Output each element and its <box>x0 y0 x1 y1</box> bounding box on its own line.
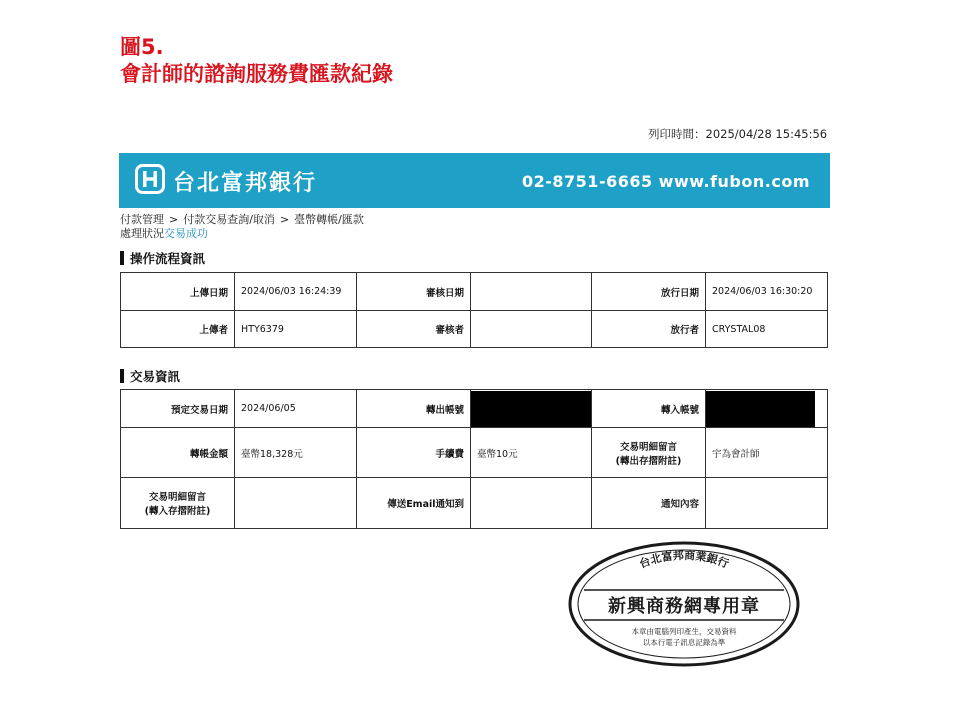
credit-memo-label <box>121 478 235 529</box>
credit-account-value <box>706 390 828 428</box>
scheduled-date-label: 預定交易日期 <box>121 390 235 428</box>
scheduled-date-value: 2024/06/05 <box>235 390 357 428</box>
upload-date-label: 上傳日期 <box>121 273 235 311</box>
figure-caption: 會計師的諮詢服務費匯款紀錄 <box>120 62 393 86</box>
credit-memo-value <box>235 478 357 529</box>
uploader-value: HTY6379 <box>235 311 357 348</box>
figure-title <box>120 34 393 88</box>
credit-memo-label-line1: 交易明細留言 <box>148 492 206 503</box>
email-notify-value <box>471 478 592 529</box>
upload-date-value: 2024/06/03 16:24:39 <box>235 273 357 311</box>
seal-note-line2: 以本行電子訊息記錄為準 <box>642 638 726 647</box>
table-row <box>121 311 828 348</box>
debit-memo-value: 宇為會計師 <box>706 428 828 478</box>
email-notify-label: 傳送Email通知到 <box>357 478 471 529</box>
bank-contact: 02-8751-6665 www.fubon.com <box>522 172 810 191</box>
status-label: 處理狀況 <box>120 227 164 240</box>
seal-graphic <box>566 540 802 668</box>
fubon-logo-icon <box>135 164 165 194</box>
transaction-info-table <box>120 389 828 529</box>
process-heading-text: 操作流程資訊 <box>130 251 206 266</box>
table-row <box>121 390 828 428</box>
processing-status <box>120 225 208 241</box>
seal-main-text: 新興商務網專用章 <box>608 596 760 617</box>
fee-value: 臺幣10元 <box>471 428 592 478</box>
bank-seal-stamp <box>566 540 802 668</box>
seal-note-line1: 本章由電腦列印產生，交易資料 <box>631 627 737 636</box>
table-row <box>121 428 828 478</box>
transfer-amount-value: 臺幣18,328元 <box>235 428 357 478</box>
breadcrumb-item[interactable]: 付款交易查詢/取消 <box>183 213 275 226</box>
transaction-heading-text: 交易資訊 <box>130 369 181 384</box>
process-section-heading <box>120 249 205 267</box>
fee-label: 手續費 <box>357 428 471 478</box>
reviewer-label: 審核者 <box>357 311 471 348</box>
debit-memo-label-line1: 交易明細留言 <box>619 441 677 453</box>
figure-number: 圖5. <box>120 35 164 59</box>
uploader-label: 上傳者 <box>121 311 235 348</box>
table-row <box>121 478 828 529</box>
releaser-label: 放行者 <box>592 311 706 348</box>
breadcrumb-item[interactable]: 付款管理 <box>120 213 164 226</box>
transfer-amount-label: 轉帳金額 <box>121 428 235 478</box>
releaser-value: CRYSTAL08 <box>706 311 828 348</box>
bank-banner <box>119 153 830 208</box>
bank-name: 台北富邦銀行 <box>173 171 318 196</box>
debit-memo-label <box>592 428 706 478</box>
release-date-value: 2024/06/03 16:30:20 <box>706 273 828 311</box>
breadcrumb-separator: > <box>169 213 179 226</box>
section-marker <box>120 251 124 265</box>
status-value: 交易成功 <box>164 227 208 240</box>
seal-arc-text: 台北富邦商業銀行 <box>637 548 731 571</box>
credit-account-label: 轉入帳號 <box>592 390 706 428</box>
redaction-bar <box>471 391 591 427</box>
breadcrumb-separator: > <box>279 213 290 226</box>
section-marker <box>120 369 124 383</box>
debit-account-value <box>471 390 592 428</box>
reviewer-value <box>471 311 592 348</box>
debit-memo-label-line2: (轉出存摺附註) <box>615 455 682 467</box>
breadcrumb-item: 臺幣轉帳/匯款 <box>294 213 364 226</box>
redaction-bar <box>706 391 815 427</box>
table-row <box>121 273 828 311</box>
notify-content-value <box>706 478 828 529</box>
review-date-label: 審核日期 <box>357 273 471 311</box>
transaction-section-heading <box>120 367 180 385</box>
notify-content-label: 通知內容 <box>592 478 706 529</box>
process-info-table <box>120 272 828 348</box>
review-date-value <box>471 273 592 311</box>
print-time: 列印時間：2025/04/28 15:45:56 <box>648 127 828 141</box>
debit-account-label: 轉出帳號 <box>357 390 471 428</box>
release-date-label: 放行日期 <box>592 273 706 311</box>
credit-memo-label-line2: (轉入存摺附註) <box>144 506 211 517</box>
